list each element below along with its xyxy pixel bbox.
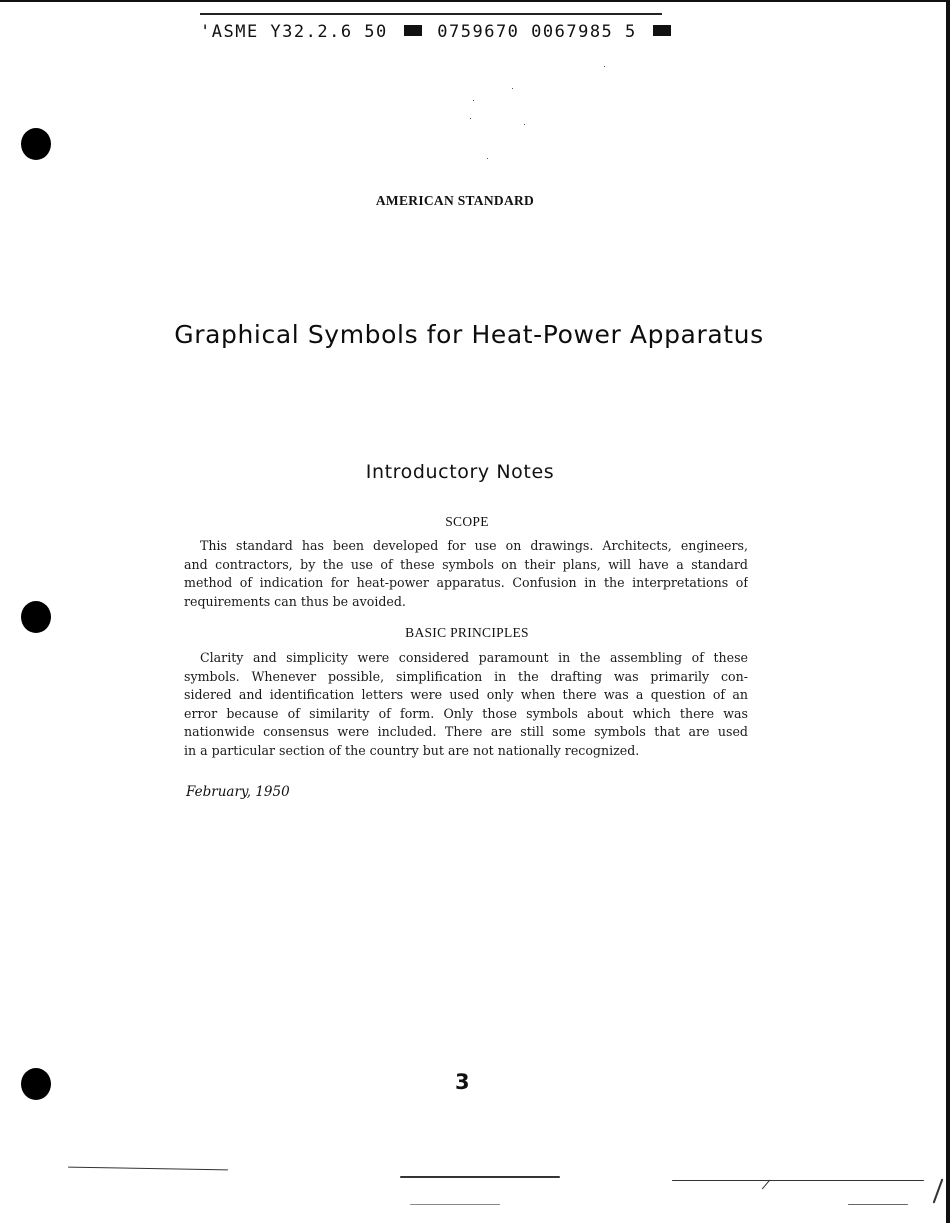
paragraph-line: requirements can thus be avoided. bbox=[184, 593, 406, 609]
paragraph-line: method of indication for heat-power apparatus. Confusion in the interpretations of bbox=[184, 575, 748, 591]
document-label: AMERICAN STANDARD bbox=[375, 193, 535, 208]
paragraph-line: nationwide consensus were included. There are still some symbols that are used bbox=[184, 724, 748, 740]
scope-heading: SCOPE bbox=[445, 514, 489, 529]
basic-principles-paragraph bbox=[184, 649, 748, 761]
page-border-top bbox=[0, 0, 950, 2]
document-code-part-2: 0759670 0067985 5 bbox=[437, 22, 637, 42]
scan-mark bbox=[68, 1167, 228, 1171]
document-code bbox=[200, 22, 675, 42]
scan-mark bbox=[762, 1180, 770, 1190]
scan-mark bbox=[672, 1180, 924, 1181]
scan-speck bbox=[512, 88, 513, 89]
scan-speck bbox=[487, 158, 488, 159]
scan-speck bbox=[470, 118, 471, 119]
document-code-part-1: 'ASME Y32.2.6 50 bbox=[200, 22, 388, 42]
punch-hole-icon bbox=[21, 1068, 51, 1100]
paragraph-line: error because of similarity of form. Only those symbols about which there was bbox=[184, 705, 748, 721]
paragraph-line: Clarity and simplicity were considered paramount in the assembling of these bbox=[200, 650, 748, 665]
basic-principles-heading: BASIC PRINCIPLES bbox=[405, 625, 529, 640]
document-date: February, 1950 bbox=[186, 784, 290, 800]
punch-hole-icon bbox=[21, 128, 51, 160]
paragraph-line: This standard has been developed for use on drawings. Architects, engineers, bbox=[200, 538, 748, 553]
paragraph-line: sidered and identification letters were used only when there was a question of an bbox=[184, 687, 748, 703]
page-border-right bbox=[946, 0, 950, 1223]
scan-speck bbox=[604, 66, 605, 67]
header-rule bbox=[200, 13, 662, 15]
scan-mark bbox=[848, 1204, 908, 1205]
scope-paragraph bbox=[184, 537, 748, 611]
scan-mark bbox=[933, 1178, 944, 1203]
paragraph-line: symbols. Whenever possible, simplification in the drafting was primarily con- bbox=[184, 668, 748, 684]
page-number: 3 bbox=[455, 1070, 470, 1094]
paragraph-line: and contractors, by the use of these symbols on their plans, will have a standard bbox=[184, 556, 748, 572]
paragraph-line: in a particular section of the country but are not nationally recognized. bbox=[184, 742, 640, 758]
redaction-block-icon bbox=[653, 25, 671, 36]
redaction-block-icon bbox=[404, 25, 422, 36]
document-title: Graphical Symbols for Heat-Power Apparatus bbox=[174, 320, 764, 349]
scan-mark bbox=[410, 1204, 500, 1205]
scan-speck bbox=[473, 100, 474, 101]
section-heading: Introductory Notes bbox=[365, 461, 555, 483]
scan-mark bbox=[400, 1176, 560, 1178]
scan-speck bbox=[524, 124, 525, 125]
